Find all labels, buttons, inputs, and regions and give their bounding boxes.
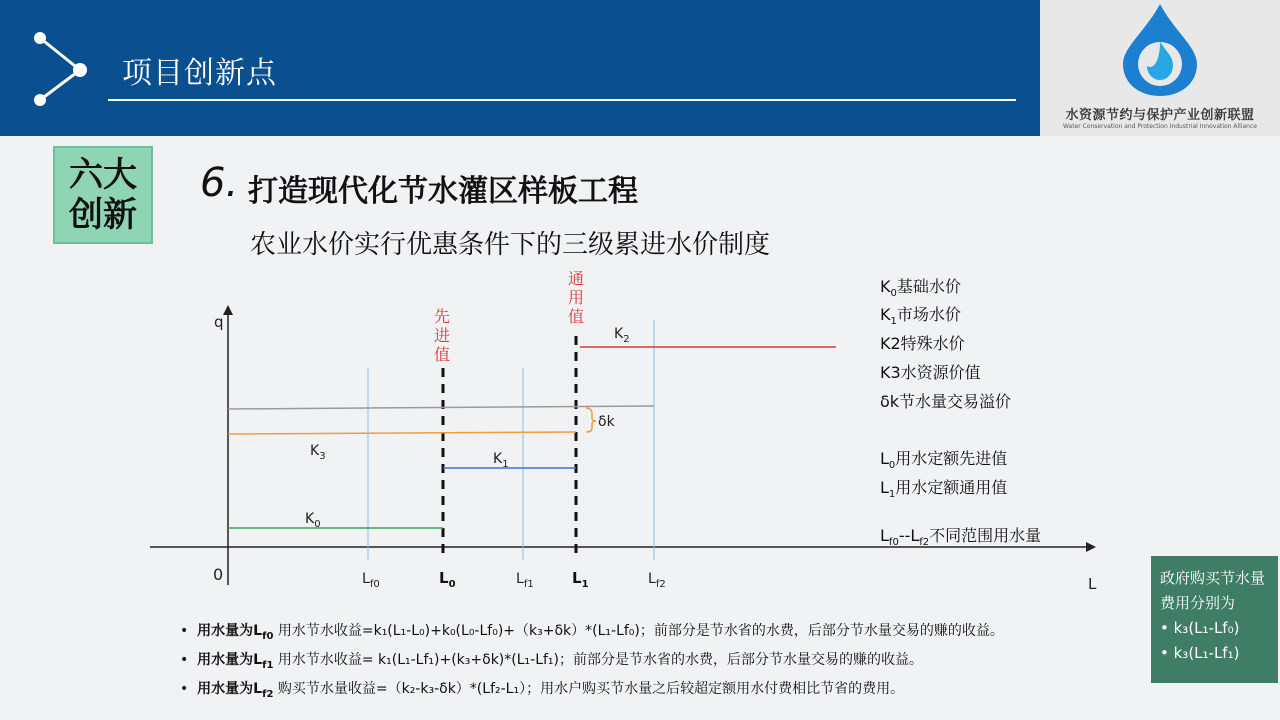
- government-purchase-item-2: • k₃(L₁-Lf₁): [1160, 644, 1240, 662]
- x-axis-arrow-icon: [1086, 542, 1096, 552]
- government-purchase-box: [1151, 556, 1278, 683]
- badge-line-2: 创新: [69, 195, 137, 235]
- legend-l1: $L_1$用水定额通用值: [880, 478, 1008, 501]
- note-item-3: • 用水量为$L_{f2}$ 购买节水量收益=（k₂-k₃-δk）*(Lf₂-L₁）；用水户购买节水量之后较超定额用水付费相比节省的费用。: [180, 681, 905, 700]
- logo-name: 水资源节约与保护产业创新联盟: [1065, 108, 1255, 123]
- l0-tick-label: $L_0$: [439, 569, 456, 590]
- note-item-2: • 用水量为$L_{f1}$ 用水节水收益= k₁(L₁-Lf₁)+(k₃+δk)*(L₁-Lf₁)；前部分是节水省的水费，后部分节水量交易的赚的收益。: [180, 652, 923, 671]
- origin-label: 0: [213, 565, 224, 584]
- advanced-marker-3: 值: [434, 345, 451, 364]
- section-subtitle: 农业水价实行优惠条件下的三级累进水价制度: [250, 230, 771, 260]
- note-item-1: • 用水量为$L_{f0}$ 用水节水收益=k₁(L₁-L₀)+k₀(L₀-Lf₀)+（k₃+δk）*(L₁-Lf₀)；前部分是节水省的水费，后部分节水量交易的赚的收益。: [180, 623, 1004, 642]
- legend-k1: $K_1$市场水价: [880, 305, 961, 328]
- k2-label: $K_2$: [614, 326, 630, 345]
- dk-label: δk: [598, 414, 615, 430]
- legend-k3: K3水资源价值: [880, 363, 981, 382]
- advanced-marker-2: 进: [434, 326, 451, 345]
- lf2-tick-label: $L_{f2}$: [648, 571, 666, 590]
- legend-l0: $L_0$用水定额先进值: [880, 449, 1008, 472]
- k1-label: $K_1$: [493, 451, 509, 470]
- lf1-tick-label: $L_{f1}$: [516, 571, 534, 590]
- dk-brace: [586, 408, 596, 432]
- section-title: 打造现代化节水灌区样板工程: [248, 174, 638, 209]
- logo-english-name: Water Conservation and Protection Industrial Innovation Alliance: [1063, 123, 1257, 130]
- government-purchase-item-1: • k₃(L₁-Lf₀): [1160, 619, 1240, 637]
- government-purchase-title: 政府购买节水量费用分别为: [1160, 569, 1266, 612]
- k3-line: [228, 432, 576, 434]
- k0-label: $K_0$: [305, 511, 321, 530]
- y-axis-label: q: [214, 313, 224, 331]
- legend-k0: $K_0$基础水价: [880, 277, 961, 300]
- x-axis-label: L: [1088, 575, 1097, 593]
- general-marker-1: 通: [568, 269, 585, 288]
- badge-line-1: 六大: [69, 155, 137, 195]
- y-axis-arrow-icon: [223, 305, 233, 315]
- notes-list: [180, 620, 1004, 707]
- k3-label: $K_3$: [310, 443, 326, 462]
- advanced-marker-1: 先: [434, 307, 451, 326]
- general-marker-2: 用: [568, 288, 585, 307]
- l1-tick-label: $L_1$: [572, 569, 589, 590]
- section-number: 6.: [200, 160, 239, 206]
- legend-dk: δk节水量交易溢价: [880, 392, 1012, 411]
- general-marker-3: 值: [568, 307, 585, 326]
- legend-lrange: $L_{f0}--L_{f2}$不同范围用水量: [880, 526, 1042, 549]
- lf0-tick-label: $L_{f0}$: [362, 571, 380, 590]
- legend-k2: K2特殊水价: [880, 334, 965, 353]
- page-title: 项目创新点: [122, 56, 277, 91]
